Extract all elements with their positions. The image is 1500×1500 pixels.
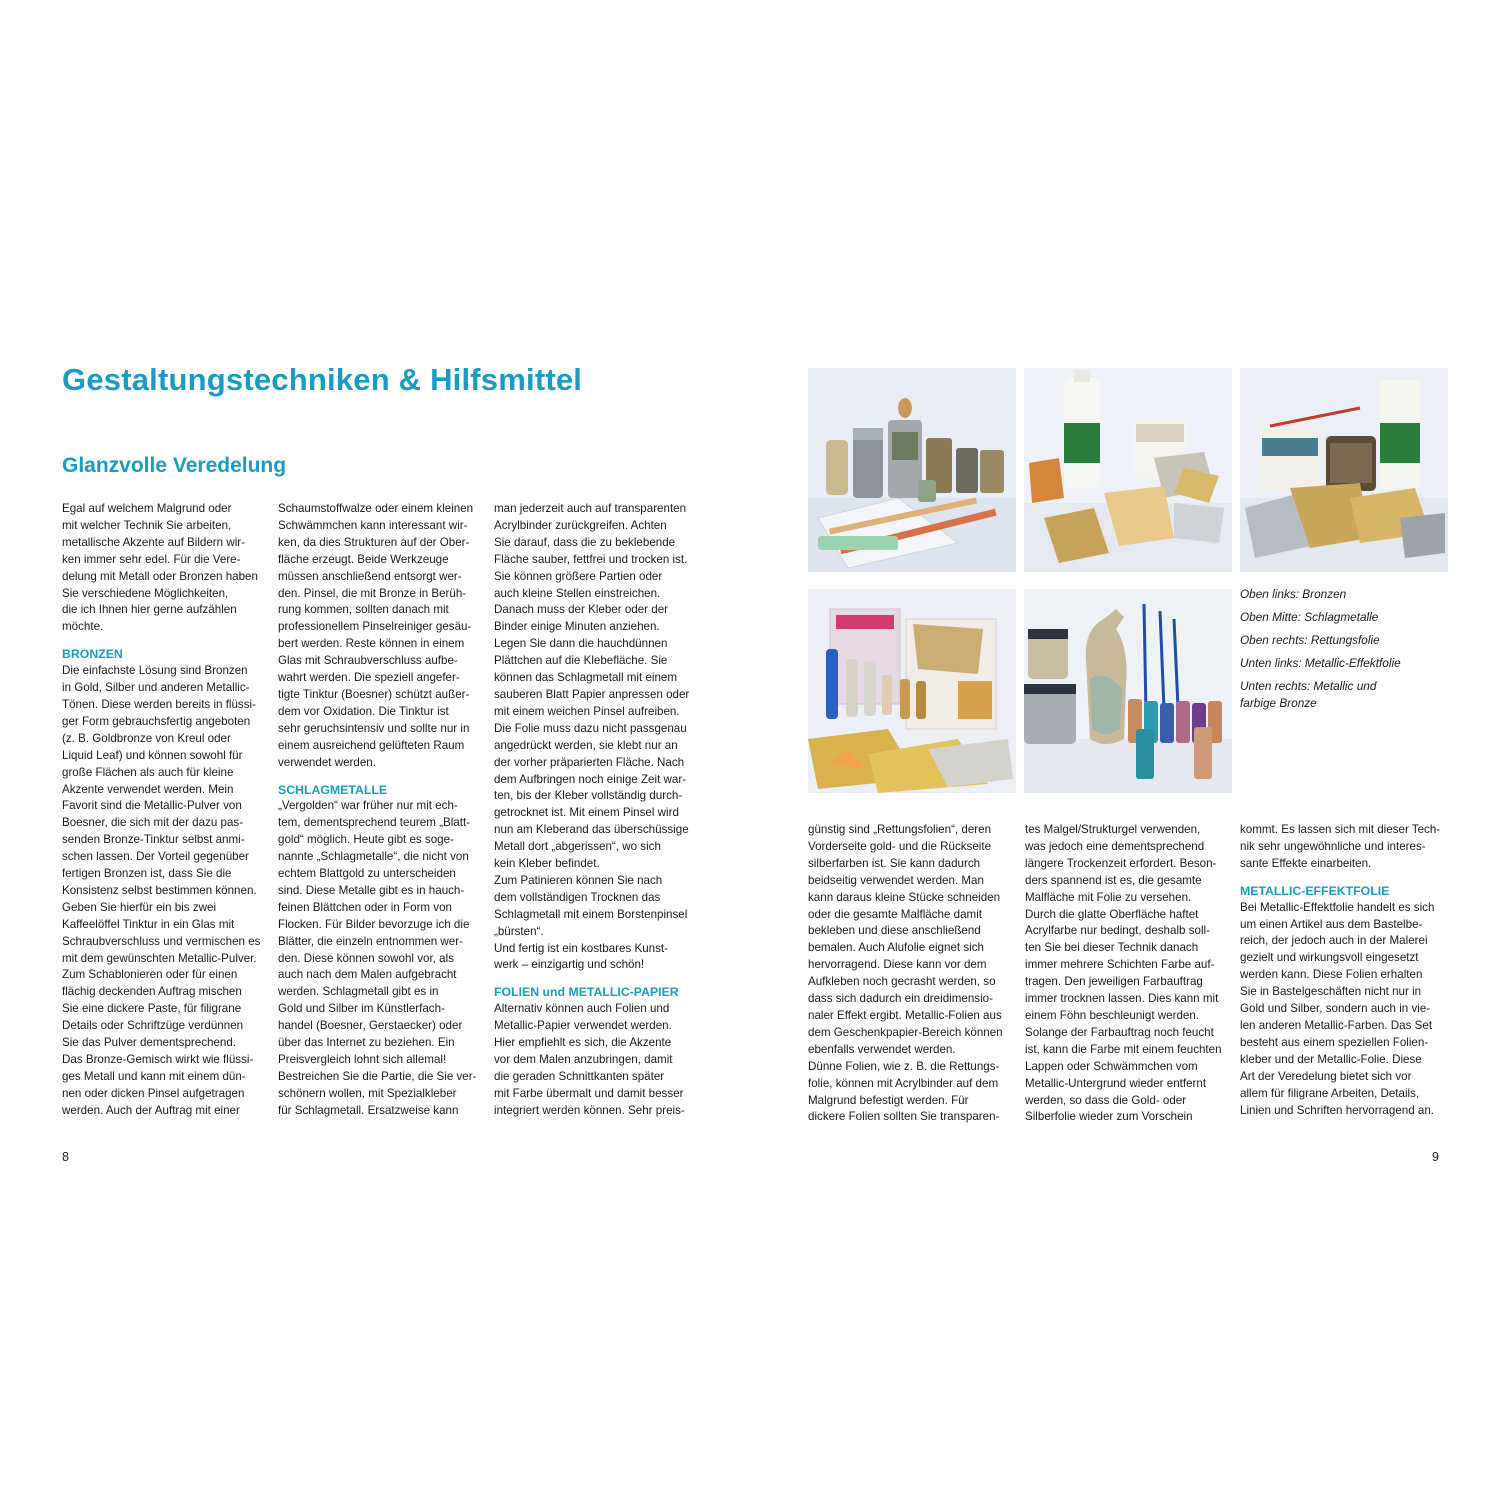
text-column-4 bbox=[808, 822, 1006, 1126]
text-line: schen lassen. Der Vorteil gegenüber bbox=[62, 850, 249, 864]
text-line: professionellem Pinselreiniger gesäu- bbox=[278, 620, 472, 634]
text-line: handel (Boesner, Gerstaecker) oder bbox=[278, 1019, 463, 1033]
text-line: dickere Folien sollten Sie transparen- bbox=[808, 1110, 1000, 1124]
text-line: Vorderseite gold- und die Rückseite bbox=[808, 839, 992, 853]
text-line: Bestreichen Sie die Partie, die Sie ver- bbox=[278, 1069, 477, 1083]
schlagmetalle-continued-paragraph bbox=[494, 501, 692, 974]
text-line: kein Kleber befindet. bbox=[494, 857, 600, 871]
text-line: folie, können mit Acrylbinder auf dem bbox=[808, 1076, 999, 1090]
intro-paragraph bbox=[62, 501, 260, 636]
text-line: tragen. Den jeweiligen Farbauftrag bbox=[1025, 975, 1203, 989]
text-line: ten, bis der Kleber vollständig durch- bbox=[494, 789, 683, 803]
text-line: ger Form gebrauchsfertig angeboten bbox=[62, 714, 251, 728]
text-line: Sie eine dickere Paste, für filigrane bbox=[62, 1002, 242, 1016]
bronzen-continued-paragraph bbox=[278, 501, 476, 772]
bronzen-paragraph bbox=[62, 663, 260, 1119]
text-line: Danach muss der Kleber oder der bbox=[494, 603, 668, 617]
text-line: Preisvergleich lohnt sich allemal! bbox=[278, 1053, 447, 1066]
text-line: um einen Artikel aus dem Bastelbe- bbox=[1240, 917, 1423, 931]
text-line: sauberen Blatt Papier anpressen oder bbox=[494, 687, 690, 701]
metallic-bronze-illustration bbox=[1024, 589, 1232, 793]
text-line: auch nach dem Malen aufgebracht bbox=[278, 968, 457, 982]
text-line: tigte Tinktur (Boesner) schützt außer- bbox=[278, 687, 470, 701]
text-line: besteht aus einem speziellen Folien- bbox=[1240, 1035, 1429, 1049]
text-line: naler Effekt ergibt. Metallic-Folien aus bbox=[808, 1008, 1002, 1022]
text-line: Binder einige Minuten anziehen. bbox=[494, 620, 660, 634]
text-line: sind. Diese Metalle gibt es in hauch- bbox=[278, 883, 465, 897]
text-line: Das Bronze-Gemisch wirkt wie flüssi- bbox=[62, 1053, 254, 1066]
text-column-5 bbox=[1025, 822, 1223, 1126]
text-line: len anderen Metallic-Farben. Das Set bbox=[1240, 1018, 1433, 1032]
photo-rettungsfolie bbox=[1240, 368, 1448, 572]
text-line: Fläche sauber, fettfrei und trocken ist. bbox=[494, 552, 688, 566]
text-line: ders spannend ist es, die gesamte bbox=[1025, 873, 1202, 887]
text-line: Egal auf welchem Malgrund oder bbox=[62, 502, 232, 515]
text-line: Aufkleben noch gecrasht werden, so bbox=[808, 975, 996, 989]
text-line: werk – einzigartig und schön! bbox=[494, 958, 645, 972]
text-line: getrocknet ist. Mit einem Pinsel wird bbox=[494, 806, 679, 820]
text-line: kleber und der Metallic-Folie. Diese bbox=[1240, 1052, 1422, 1066]
text-column-6 bbox=[1240, 822, 1441, 1119]
text-line: die geraden Schnittkanten später bbox=[494, 1069, 665, 1083]
text-line: für Schlagmetall. Ersatzweise kann bbox=[278, 1103, 459, 1117]
text-line: werden kann. Diese Folien erhalten bbox=[1240, 968, 1423, 982]
page-number-left: 8 bbox=[62, 1150, 69, 1164]
text-line: werden. Auch der Auftrag mit einer bbox=[62, 1103, 240, 1117]
text-line: kommt. Es lassen sich mit dieser Tech- bbox=[1240, 823, 1441, 836]
text-line: nannte „Schlagmetalle“, die nicht von bbox=[278, 850, 469, 864]
caption-unten-rechts: Unten rechts: Metallic und farbige Bronze bbox=[1240, 679, 1377, 710]
text-line: über das Internet zu beziehen. Ein bbox=[278, 1036, 455, 1050]
text-line: Legen Sie dann die hauchdünnen bbox=[494, 637, 668, 651]
schlagmetalle-illustration bbox=[1024, 368, 1232, 572]
text-line: Dünne Folien, wie z. B. die Rettungs- bbox=[808, 1059, 1000, 1073]
text-line: Metall dort „abgerissen“, wo sich bbox=[494, 840, 661, 854]
text-line: mit Farbe übermalt und damit besser bbox=[494, 1086, 684, 1100]
text-line: ken, da dies Strukturen auf der Ober- bbox=[278, 535, 470, 549]
text-line: tes Malgel/Strukturgel verwenden, bbox=[1025, 823, 1201, 836]
caption-unten-links: Unten links: Metallic-Effektfolie bbox=[1240, 656, 1401, 670]
text-line: Glas mit Schraubverschluss aufbe- bbox=[278, 654, 458, 668]
text-line: Lappen oder Schwämmchen vom bbox=[1025, 1059, 1198, 1073]
text-line: was jedoch eine dementsprechend bbox=[1025, 839, 1205, 853]
text-line: Details oder Schriftzüge verdünnen bbox=[62, 1019, 244, 1033]
text-line: immer mehrere Schichten Farbe auf- bbox=[1025, 958, 1215, 972]
text-line: Schlagmetall mit einem Borstenpinsel bbox=[494, 907, 688, 921]
text-line: Liquid Leaf) und können sowohl für bbox=[62, 748, 243, 762]
text-line: hervorragend. Diese kann vor dem bbox=[808, 958, 987, 972]
text-line: beidseitig verwendet werden. Man bbox=[808, 873, 984, 887]
text-column-1 bbox=[62, 501, 260, 1120]
text-line: angedrückt werden, sie klebt nur an bbox=[494, 738, 678, 752]
text-line: Und fertig ist ein kostbares Kunst- bbox=[494, 941, 668, 955]
text-line: ist, kann die Farbe mit einem feuchten bbox=[1025, 1042, 1222, 1056]
text-line: nen oder dicken Pinsel aufgetragen bbox=[62, 1086, 245, 1100]
text-line: nun am Kleberand das überschüssige bbox=[494, 823, 689, 837]
text-line: können das Schlagmetall mit einem bbox=[494, 671, 678, 685]
text-line: Alternativ können auch Folien und bbox=[494, 1002, 670, 1016]
text-line: auch kleine Stellen einstreichen. bbox=[494, 586, 661, 600]
text-line: Boesner, die sich mit der dazu pas- bbox=[62, 816, 244, 830]
text-line: den. Pinsel, die mit Bronze in Berüh- bbox=[278, 586, 467, 600]
malgel-paragraph bbox=[1025, 822, 1223, 1126]
text-line: delung mit Metall oder Bronzen haben bbox=[62, 569, 258, 583]
text-line: Sie das Pulver dementsprechend. bbox=[62, 1036, 237, 1050]
text-line: schönern wollen, mit Spezialkleber bbox=[278, 1086, 457, 1100]
text-line: Geben Sie hierfür ein bis zwei bbox=[62, 900, 217, 914]
text-line: einem ausreichend gelüfteten Raum bbox=[278, 738, 465, 752]
text-line: Die einfachste Lösung sind Bronzen bbox=[62, 664, 248, 678]
text-line: oder die gesamte Malfläche damit bbox=[808, 907, 982, 921]
text-line: dem Geschenkpapier-Bereich können bbox=[808, 1025, 1003, 1039]
text-line: reich, der jedoch auch in der Malerei bbox=[1240, 934, 1428, 948]
text-line: Blätter, die einzeln entnommen wer- bbox=[278, 934, 463, 948]
text-line: Acrylfarbe nur bedingt, deshalb soll- bbox=[1025, 924, 1210, 938]
folien-paragraph bbox=[494, 1001, 692, 1119]
text-line: fläche erzeugt. Beide Werkzeuge bbox=[278, 552, 449, 566]
text-line: silberfarben ist. Sie kann dadurch bbox=[808, 856, 981, 870]
text-line: man jederzeit auch auf transparenten bbox=[494, 502, 687, 515]
text-line: große Flächen als auch für kleine bbox=[62, 765, 234, 779]
photo-captions bbox=[1240, 586, 1450, 718]
text-line: müssen anschließend entsorgt wer- bbox=[278, 569, 462, 583]
text-line: Malfläche mit Folie zu versehen. bbox=[1025, 890, 1192, 904]
text-line: Zum Patinieren können Sie nach bbox=[494, 873, 663, 887]
text-line: bekleben und diese anschließend bbox=[808, 924, 981, 938]
text-line: ten Sie bei dieser Technik danach bbox=[1025, 941, 1199, 955]
text-line: Sie darauf, dass die zu beklebende bbox=[494, 535, 676, 549]
text-line: feinen Blättchen oder in Form von bbox=[278, 900, 453, 914]
text-line: Kaffeelöffel Tinktur in ein Glas mit bbox=[62, 917, 235, 931]
photo-metallic-effektfolie bbox=[808, 589, 1016, 793]
text-line: Gold und Silber im Künstlerfach- bbox=[278, 1002, 445, 1016]
text-line: „bürsten“. bbox=[494, 924, 544, 938]
text-line: Metallic-Papier verwendet werden. bbox=[494, 1019, 672, 1033]
text-line: ebenfalls verwendet werden. bbox=[808, 1042, 956, 1056]
text-line: flächig deckenden Auftrag mischen bbox=[62, 985, 242, 999]
text-line: dem vollständigen Trocknen das bbox=[494, 890, 661, 904]
text-line: mit dem gewünschten Metallic-Pulver. bbox=[62, 951, 257, 965]
section-title: Glanzvolle Veredelung bbox=[62, 454, 287, 477]
text-line: Schaumstoffwalze oder einem kleinen bbox=[278, 502, 474, 515]
text-line: vor dem Malen anzubringen, damit bbox=[494, 1053, 673, 1066]
text-line: Sie in Bastelgeschäften nicht nur in bbox=[1240, 985, 1422, 999]
subhead-schlagmetalle: SCHLAGMETALLE bbox=[278, 782, 388, 797]
text-line: Acrylbinder zurückgreifen. Achten bbox=[494, 518, 667, 532]
text-line: dem Aufbringen noch einige Zeit war- bbox=[494, 772, 687, 786]
text-line: (z. B. Goldbronze von Kreul oder bbox=[62, 731, 231, 745]
text-line: allem für filigrane Arbeiten, Details, bbox=[1240, 1086, 1420, 1100]
text-line: werden. Schlagmetall gibt es in bbox=[278, 985, 439, 999]
text-line: Linien und Schriften hervorragend an. bbox=[1240, 1103, 1435, 1117]
text-line: Gold und Silber, sondern auch in vie- bbox=[1240, 1002, 1431, 1016]
effekte-paragraph bbox=[1240, 822, 1441, 873]
text-line: Flocken. Für Bilder bevorzuge ich die bbox=[278, 917, 470, 931]
text-line: den. Diese können sowohl vor, als bbox=[278, 951, 454, 965]
text-line: echtem Blattgold zu unterscheiden bbox=[278, 867, 456, 881]
text-line: gold“ möglich. Heute gibt es soge- bbox=[278, 833, 454, 847]
metallic-effektfolie-illustration bbox=[808, 589, 1016, 793]
text-line: Konsistenz selbst bestimmen können. bbox=[62, 883, 257, 897]
text-line: mit welcher Technik Sie arbeiten, bbox=[62, 518, 232, 532]
text-line: die ich Ihnen hier gerne aufzählen bbox=[62, 603, 237, 617]
text-line: werden, so dass die Gold- oder bbox=[1025, 1093, 1187, 1107]
text-line: ken immer sehr edel. Für die Vere- bbox=[62, 552, 241, 566]
text-line: in Gold, Silber und anderen Metallic- bbox=[62, 681, 250, 695]
text-line: tem, dementsprechend teurem „Blatt- bbox=[278, 816, 471, 830]
text-line: Silberfolie wieder zum Vorschein bbox=[1025, 1110, 1193, 1124]
text-line: der vorher präparierten Fläche. Nach bbox=[494, 755, 685, 769]
subhead-folien: FOLIEN und METALLIC-PAPIER bbox=[494, 985, 679, 1000]
text-line: Schwämmchen kann interessant wir- bbox=[278, 518, 468, 532]
text-line: rung kommen, sollten danach mit bbox=[278, 603, 449, 617]
text-line: längere Trockenzeit erfordert. Beson- bbox=[1025, 856, 1217, 870]
folien-continued-paragraph bbox=[808, 822, 1006, 1126]
text-line: Akzente verwendet werden. Mein bbox=[62, 782, 234, 796]
text-line: ges Metall und kann mit einem dün- bbox=[62, 1069, 246, 1083]
text-line: Metallic-Untergrund wieder entfernt bbox=[1025, 1076, 1207, 1090]
subhead-bronzen: BRONZEN bbox=[62, 647, 123, 662]
text-line: dem vor Oxidation. Die Tinktur ist bbox=[278, 704, 449, 718]
caption-oben-rechts: Oben rechts: Rettungsfolie bbox=[1240, 633, 1380, 647]
text-line: fertigen Bronzen ist, dass Sie die bbox=[62, 867, 232, 881]
caption-oben-mitte: Oben Mitte: Schlagmetalle bbox=[1240, 610, 1379, 624]
text-line: sante Effekte einarbeiten. bbox=[1240, 856, 1372, 870]
text-line: Favorit sind die Metallic-Pulver von bbox=[62, 799, 242, 813]
bronzen-illustration bbox=[808, 368, 1016, 572]
text-line: Durch die glatte Oberfläche haftet bbox=[1025, 907, 1199, 921]
rettungsfolie-illustration bbox=[1240, 368, 1448, 572]
text-column-3 bbox=[494, 501, 692, 1120]
text-line: bemalen. Auch Alufolie eignet sich bbox=[808, 941, 984, 955]
text-line: Malgrund befestigt werden. Für bbox=[808, 1093, 969, 1107]
text-line: integriert werden können. Sehr preis- bbox=[494, 1103, 685, 1117]
text-line: bert werden. Reste können in einem bbox=[278, 637, 465, 651]
text-line: immer trocknen lassen. Dies kann mit bbox=[1025, 992, 1219, 1006]
text-line: Solange der Farbauftrag noch feucht bbox=[1025, 1025, 1214, 1039]
text-line: Zum Schablonieren oder für einen bbox=[62, 968, 238, 982]
text-line: metallische Akzente auf Bildern wir- bbox=[62, 535, 246, 549]
text-line: nik sehr ungewöhnliche und interes- bbox=[1240, 839, 1426, 853]
text-line: Die Folie muss dazu nicht passgenau bbox=[494, 721, 687, 735]
schlagmetalle-paragraph bbox=[278, 798, 476, 1119]
text-line: mit einem weichen Pinsel aufreiben. bbox=[494, 704, 680, 718]
text-line: senden Bronze-Tinktur selbst anmi- bbox=[62, 833, 245, 847]
text-line: günstig sind „Rettungsfolien“, deren bbox=[808, 823, 992, 836]
text-column-2 bbox=[278, 501, 476, 1120]
text-line: Art der Veredelung bietet sich vor bbox=[1240, 1069, 1412, 1083]
text-line: gezielt und wirkungsvoll eingesetzt bbox=[1240, 951, 1419, 965]
text-line: Plättchen auf die Klebefläche. Sie bbox=[494, 654, 668, 668]
photo-bronzen bbox=[808, 368, 1016, 572]
text-line: Sie verschiedene Möglichkeiten, bbox=[62, 586, 229, 600]
text-line: „Vergolden“ war früher nur mit ech- bbox=[278, 799, 458, 813]
text-line: verwendet werden. bbox=[278, 755, 376, 769]
page-title: Gestaltungstechniken & Hilfsmittel bbox=[62, 362, 583, 397]
text-line: dass sich dadurch ein dreidimensio- bbox=[808, 992, 993, 1006]
text-line: sehr geruchsintensiv und sollte nur in bbox=[278, 721, 470, 735]
page-number-right: 9 bbox=[1432, 1150, 1439, 1164]
text-line: Tönen. Diese werden bereits in flüssi- bbox=[62, 697, 256, 711]
subhead-metallic-effektfolie: METALLIC-EFFEKTFOLIE bbox=[1240, 883, 1390, 898]
text-line: einem Föhn beschleunigt werden. bbox=[1025, 1008, 1200, 1022]
text-line: Schraubverschluss und vermischen es bbox=[62, 934, 261, 948]
effektfolie-paragraph bbox=[1240, 900, 1438, 1120]
text-line: kann daraus kleine Stücke schneiden bbox=[808, 890, 1001, 904]
text-line: wahrt werden. Die speziell angefer- bbox=[278, 671, 460, 685]
text-line: Bei Metallic-Effektfolie handelt es sich bbox=[1240, 900, 1435, 914]
photo-metallic-bronze bbox=[1024, 589, 1232, 793]
caption-oben-links: Oben links: Bronzen bbox=[1240, 587, 1347, 601]
text-line: Hier empfiehlt es sich, die Akzente bbox=[494, 1036, 672, 1050]
text-line: möchte. bbox=[62, 620, 104, 634]
photo-schlagmetalle bbox=[1024, 368, 1232, 572]
text-line: Sie können größere Partien oder bbox=[494, 569, 663, 583]
